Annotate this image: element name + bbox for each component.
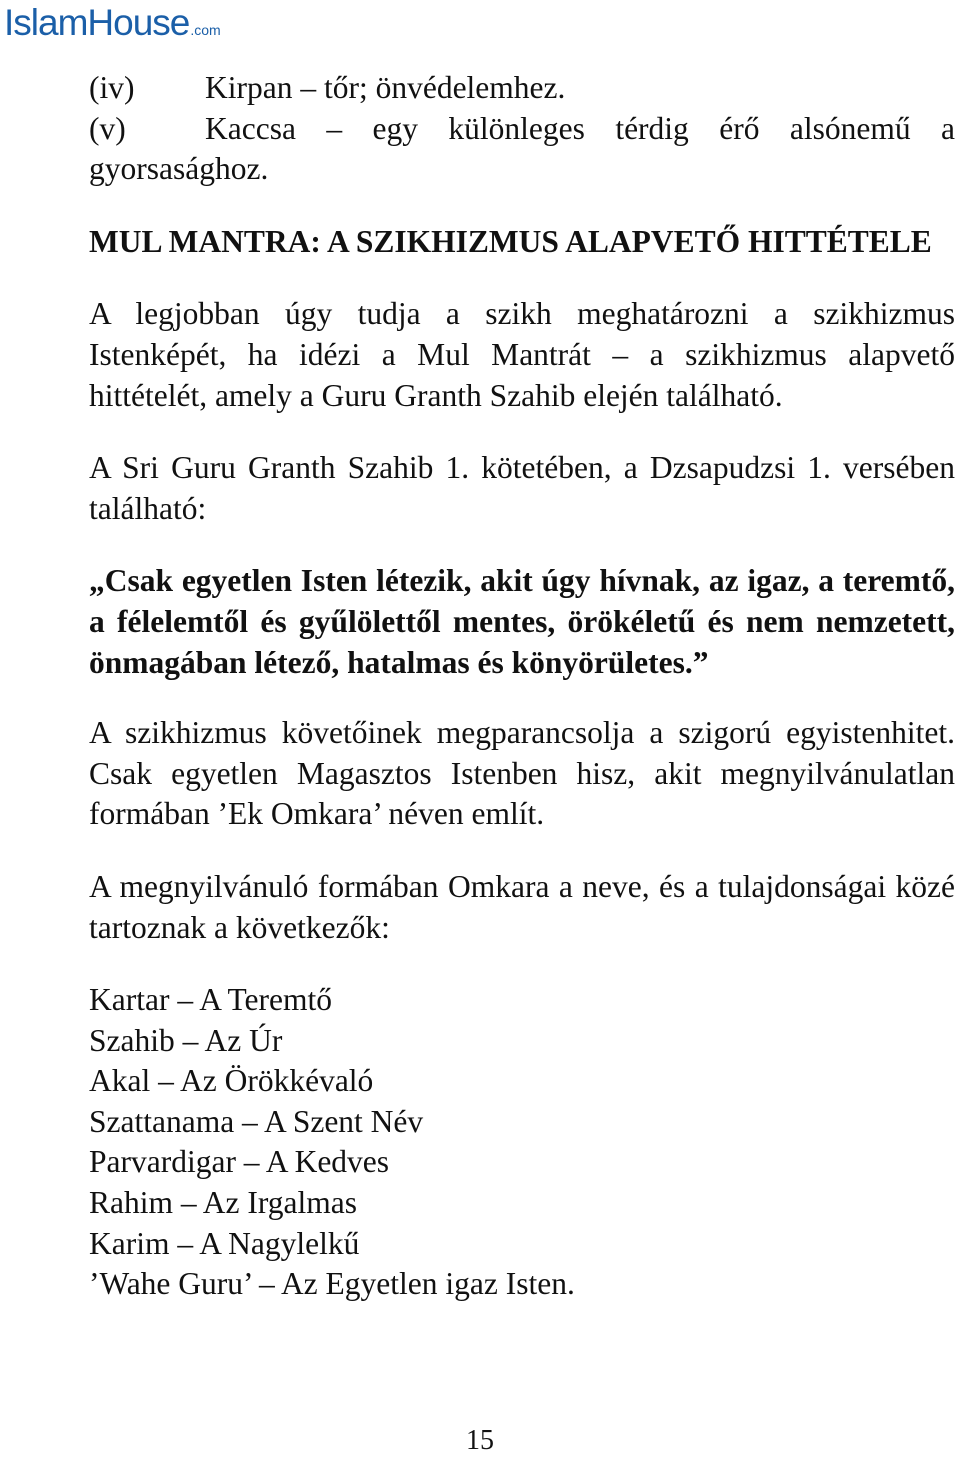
paragraph-monotheism: A szikhizmus követőinek megparancsolja a szigorú egyistenhitet. Csak egyetlen Magasztos Istenben hisz, akit megnyilvánulatlan formában ’Ek Omkara’ néven említ. — [89, 715, 955, 832]
attribute-list — [89, 980, 955, 1305]
attribute-item: Rahim – Az Irgalmas — [89, 1185, 357, 1221]
attribute-item: Akal – Az Örökkévaló — [89, 1063, 374, 1099]
paragraph-source: A Sri Guru Granth Szahib 1. kötetében, a Dzsapudzsi 1. versében található: — [89, 450, 955, 526]
list-item — [89, 68, 955, 109]
attribute-item: Parvardigar – A Kedves — [89, 1144, 390, 1180]
logo-wordmark: IslamHouse — [4, 2, 190, 43]
attribute-item: Karim – A Nagylelkű — [89, 1225, 360, 1261]
section-heading: MUL MANTRA: A SZIKHIZMUS ALAPVETŐ HITTÉTELE — [89, 223, 932, 259]
list-item-number: (v) — [89, 110, 126, 146]
attribute-item: Szattanama – A Szent Név — [89, 1103, 424, 1139]
paragraph-intro: A legjobban úgy tudja a szikh meghatározni a szikhizmus Istenképét, ha idézi a Mul Mantrát – a szikhizmus alapvető hittételét, amely a Guru Granth Szahib elején található. — [89, 296, 955, 413]
islamhouse-logo — [4, 2, 221, 42]
list-item-continuation: gyorsasághoz. — [89, 151, 269, 187]
list-item-text: Kaccsa – egy különleges térdig érő alsónemű a — [205, 110, 955, 146]
page-content — [89, 68, 955, 1305]
attribute-item: ’Wahe Guru’ – Az Egyetlen igaz Isten. — [89, 1266, 575, 1302]
list-item-number: (iv) — [89, 70, 135, 105]
page-number: 15 — [466, 1425, 494, 1456]
list-item — [89, 109, 955, 150]
logo-suffix: .com — [190, 22, 221, 38]
paragraph-attributes: A megnyilvánuló formában Omkara a neve, és a tulajdonságai közé tartoznak a következők: — [89, 868, 955, 945]
list-item-text: Kirpan – tőr; önvédelemhez. — [205, 70, 566, 105]
mul-mantra-quote: „Csak egyetlen Isten létezik, akit úgy hívnak, az igaz, a teremtő, a félelemtől és gyűlölettől mentes, örökéletű és nem nemzetett, önmagában létező, hatalmas és könyörületes.” — [89, 563, 955, 680]
attribute-item: Kartar – A Teremtő — [89, 982, 333, 1018]
attribute-item: Szahib – Az Úr — [89, 1022, 283, 1058]
